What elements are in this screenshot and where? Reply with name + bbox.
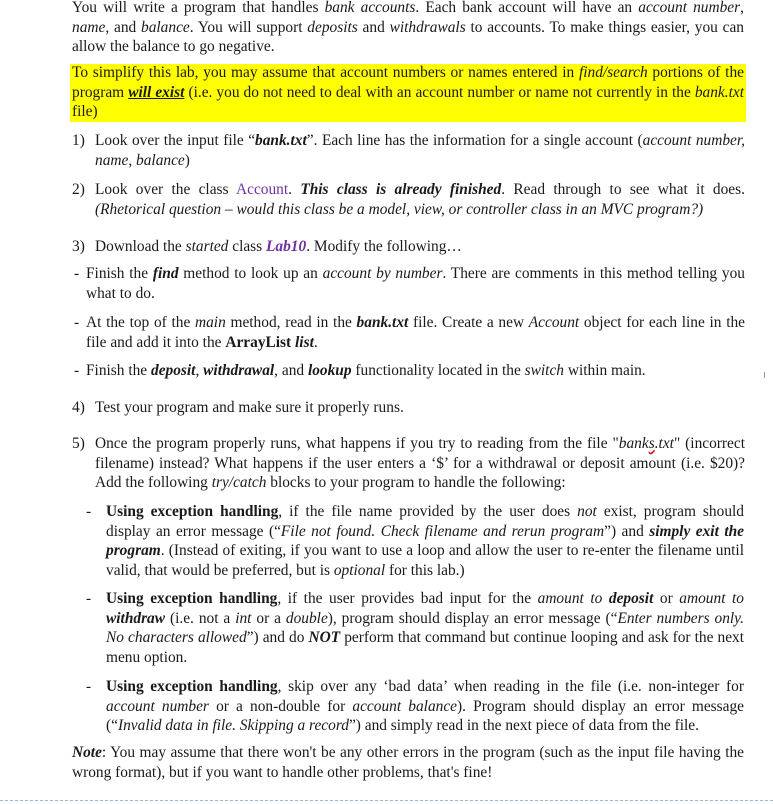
bullet-dash: - (86, 678, 92, 695)
text: ). Program should display an error message (“ (106, 697, 745, 734)
text: ”) and do (246, 629, 309, 646)
text: At the top of the (86, 314, 195, 331)
highlight-text: portions of the program (72, 64, 744, 101)
em: optional (333, 561, 386, 579)
text: " (incorrect filename) instead? What happens if the user enters a ‘$’ for a withdrawal or deposit amount (i.e. $20)? Add the following (95, 435, 745, 491)
exception-1-text (106, 502, 744, 580)
em: not (577, 503, 597, 520)
text: , and (274, 362, 308, 379)
em: int (235, 609, 252, 627)
text: ”. Each line has the information for a single account ( (306, 132, 643, 149)
highlight-paragraph (72, 63, 744, 122)
text: or (653, 590, 680, 607)
page-edge-mark (764, 372, 765, 378)
file-name: .txt (654, 435, 674, 452)
em: amount to (537, 590, 609, 607)
step-number: 2) (72, 181, 85, 198)
text: . Modify the following… (306, 238, 462, 255)
text: Finish the (86, 362, 151, 379)
text: Finish the (86, 265, 153, 282)
highlight-em: bank.txt (694, 83, 744, 101)
intro-text: and (357, 18, 390, 36)
em: started (185, 238, 229, 255)
em: account by number (322, 265, 443, 282)
bullet-dash: - (74, 314, 80, 331)
text: Test your program and make sure it properly runs. (95, 399, 404, 416)
highlight-text: To simplify this lab, you may assume that account numbers or names entered in (72, 64, 579, 81)
intro-em: withdrawals (389, 18, 466, 36)
intro-text: You will write a program that handles (72, 0, 325, 16)
text: . (313, 333, 318, 351)
text: perform that command but continue looping and ask for the next menu option. (106, 629, 745, 666)
text: for this lab.) (385, 561, 465, 579)
text: exist, program should display an error message (“ (106, 503, 744, 540)
strong: Using exception handling (106, 503, 279, 520)
note-paragraph (72, 743, 744, 782)
step-number: 5) (72, 435, 85, 452)
strong: list (295, 333, 314, 351)
step-2-text (95, 180, 745, 219)
strong: deposit (608, 590, 654, 607)
exception-2-text (106, 589, 744, 667)
em: Account (528, 314, 580, 331)
text: blocks to your program to handle the following: (266, 474, 566, 491)
strong: NOT (308, 629, 341, 646)
bullet-dash: - (74, 265, 80, 282)
class-name: Account (236, 181, 289, 198)
em: account number, name, balance (95, 132, 745, 169)
step-3-text (95, 237, 745, 257)
file-name-typo: s (648, 435, 655, 452)
text: Look over the class (95, 181, 236, 198)
step-number: 3) (72, 238, 85, 255)
em: main (194, 314, 226, 331)
text: method, read in the (225, 314, 357, 331)
highlight-em: find/search (578, 64, 648, 81)
text: or a (251, 609, 286, 627)
step-5-text (95, 434, 745, 493)
strong: lookup (307, 362, 352, 379)
em: account balance (352, 697, 458, 715)
bullet-find-text (86, 264, 745, 303)
file-name: bank (618, 435, 649, 452)
step-number: 1) (72, 132, 85, 149)
em: switch (524, 362, 564, 379)
highlight-strong: will exist (128, 83, 185, 101)
step-number: 4) (72, 399, 85, 416)
text: , skip over any ‘bad data’ when reading in the file (i.e. non-integer for (277, 678, 744, 695)
bullet-dash: - (74, 362, 80, 379)
text: ”) and (604, 522, 650, 540)
file-name: bank.txt (255, 132, 307, 149)
text: or a non-double for (208, 697, 353, 715)
text: : You may assume that there won't be any other errors in the program (such as the input file having the wrong format), but if you want to handle other problems, that's fine! (72, 744, 744, 781)
text: ”) and simply read in the next piece of data from the file. (348, 717, 699, 734)
text: file. Create a new (408, 314, 529, 331)
strong: deposit (151, 362, 196, 379)
text: . (288, 181, 301, 198)
intro-em: deposits (307, 18, 358, 36)
intro-text: . Each bank account will have an (415, 0, 639, 16)
text: ) (184, 151, 190, 169)
step-1-text (95, 131, 745, 170)
intro-text: , and (105, 18, 142, 36)
strong: withdraw (106, 609, 166, 627)
strong: Using exception handling (106, 678, 278, 695)
text: , if the user provides bad input for the (277, 590, 538, 607)
step-4-text (95, 398, 745, 418)
page-break-line (0, 800, 773, 801)
text: class (228, 238, 267, 255)
text: ), program should display an error message (“ (327, 609, 618, 627)
em: File not found. Check filename and rerun program (280, 522, 605, 540)
bullet-dash: - (86, 590, 92, 607)
em: (Rhetorical question – would this class be a model, view, or controller class in an MVC program?) (95, 200, 704, 218)
text: . There are comments in this method telling you what to do. (86, 265, 745, 302)
em: try/catch (211, 474, 267, 491)
text: , (195, 362, 204, 379)
text: object for each line in the file and add it into the (86, 314, 745, 351)
strong: find (152, 265, 179, 282)
text: functionality located in the (351, 362, 525, 379)
text: (i.e. not a (165, 609, 236, 627)
strong: simply exit the program (106, 522, 744, 559)
highlight-text: (i.e. you do not need to deal with an account number or name not currently in the (184, 83, 695, 101)
bullet-ops-text (86, 361, 745, 381)
strong: Using exception handling (106, 590, 278, 607)
strong: withdrawal (203, 362, 275, 379)
em: double (285, 609, 328, 627)
text: method to look up an (178, 265, 323, 282)
bullet-main-text (86, 313, 745, 352)
em: amount to (679, 590, 744, 607)
em: Invalid data in file. Skipping a record (117, 717, 349, 734)
bullet-dash: - (86, 503, 92, 520)
file-name: bank.txt (356, 314, 409, 331)
intro-text: . You will support (189, 18, 308, 36)
intro-em: account number (638, 0, 741, 16)
highlight-text: file) (72, 103, 98, 120)
intro-em: balance (141, 18, 190, 36)
class-name: Lab10 (266, 238, 307, 255)
text: . (Instead of exiting, if you want to use a loop and allow the user to re-enter the filename until valid, that would be preferred, but is (106, 542, 744, 579)
text: Look over the input file “ (95, 132, 256, 149)
exception-3-text (106, 677, 744, 736)
strong: ArrayList (225, 333, 292, 351)
em: Enter numbers only. No characters allowed (106, 609, 744, 646)
text: within main. (564, 362, 646, 379)
intro-text: , (740, 0, 744, 16)
text: Once the program properly runs, what happens if you try to reading from the file " (95, 435, 619, 452)
intro-em: name (72, 18, 106, 36)
intro-paragraph (72, 0, 744, 57)
intro-em: bank accounts (324, 0, 416, 16)
text: Download the (95, 238, 186, 255)
text: . Read through to see what it does. (501, 181, 745, 198)
strong: This class is already finished (300, 181, 502, 198)
text: , if the file name provided by the user does (278, 503, 578, 520)
note-label: Note (72, 744, 102, 761)
intro-text: to accounts. To make things easier, you can allow the balance to go negative. (72, 18, 745, 55)
em: account number (106, 697, 209, 715)
